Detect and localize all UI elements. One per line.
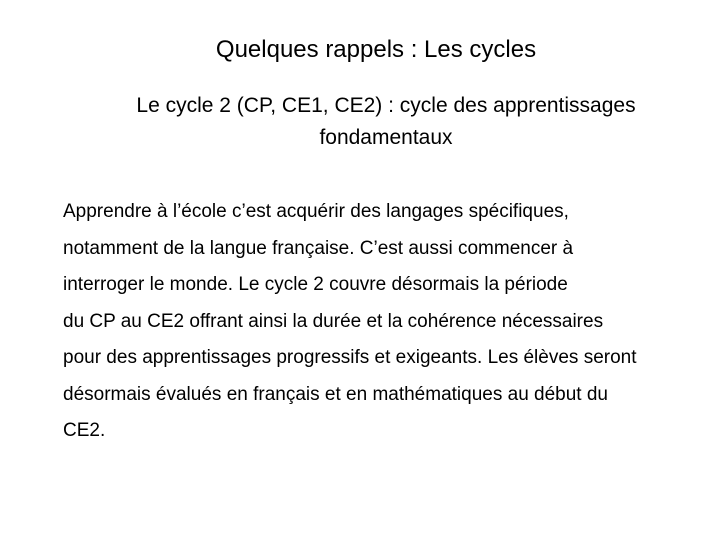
slide-subtitle	[80, 90, 692, 154]
subtitle-line: Le cycle 2 (CP, CE1, CE2) : cycle des apprentissages	[136, 94, 636, 117]
body-line: CE2.	[63, 420, 106, 441]
body-paragraph	[63, 194, 718, 450]
body-line: interroger le monde. Le cycle 2 couvre désormais la période	[63, 274, 568, 295]
subtitle-line: fondamentaux	[319, 126, 453, 149]
body-line: du CP au CE2 offrant ainsi la durée et la cohérence nécessaires	[63, 310, 604, 332]
body-line: pour des apprentissages progressifs et exigeants. Les élèves seront	[63, 347, 637, 368]
body-line: désormais évalués en français et en mathématiques au début du	[63, 383, 608, 405]
body-line: Apprendre à l’école c’est acquérir des langages spécifiques,	[63, 201, 569, 222]
body-line: notamment de la langue française. C’est aussi commencer à	[63, 237, 574, 259]
slide-title: Quelques rappels : Les cycles	[215, 36, 537, 63]
